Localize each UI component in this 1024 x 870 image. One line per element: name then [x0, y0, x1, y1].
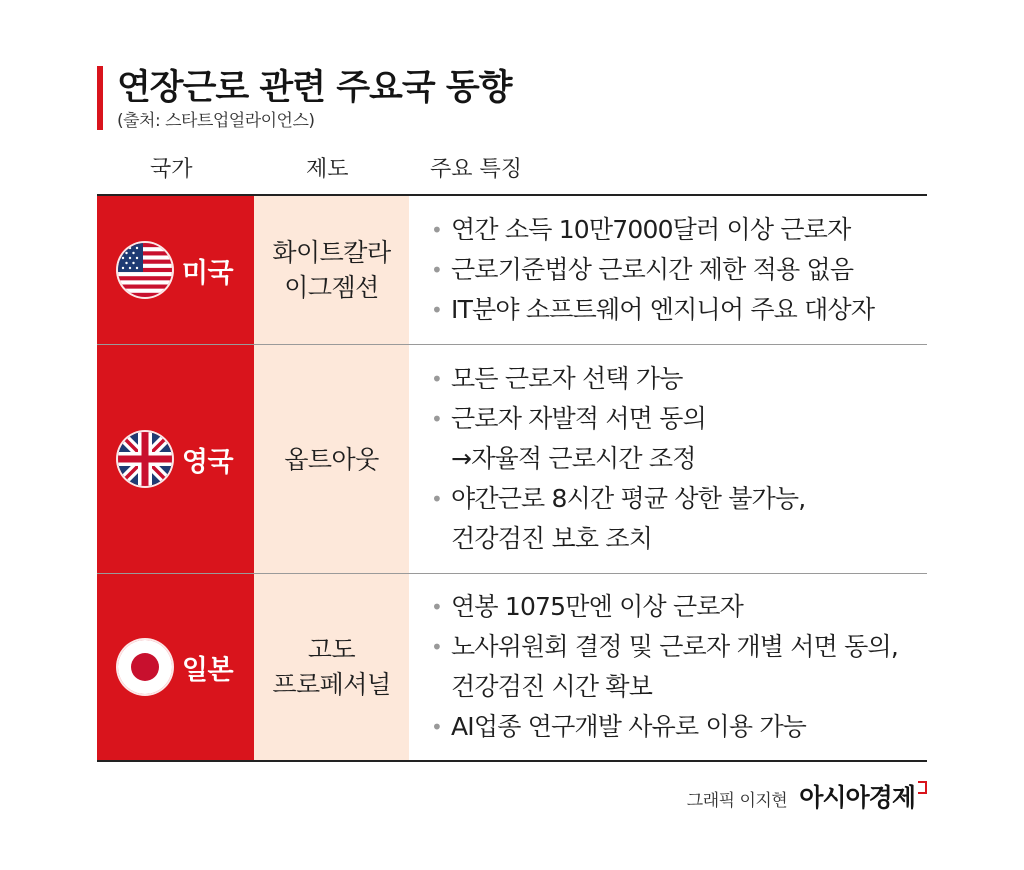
bullet-icon: • — [431, 635, 442, 659]
country-cell — [97, 574, 254, 760]
feature-item: • 근로기준법상 근로시간 제한 적용 없음 — [431, 250, 927, 290]
country-name: 일본 — [181, 654, 234, 686]
feature-item: • 연간 소득 10만7000달러 이상 근로자 — [431, 210, 927, 250]
page-title: 연장근로 관련 주요국 동향 — [117, 68, 512, 108]
bullet-icon: • — [431, 298, 442, 322]
bullet-icon: • — [431, 218, 442, 242]
table-row-usa — [97, 196, 927, 345]
country-cell — [97, 196, 254, 344]
bullet-icon: • — [431, 715, 442, 739]
column-header-country: 국가 — [150, 157, 193, 182]
feature-item: • AI업종 연구개발 사유로 이용 가능 — [431, 707, 927, 747]
us-flag-icon — [118, 243, 172, 297]
system-name-line: 화이트칼라 — [272, 238, 391, 267]
system-cell — [254, 574, 409, 760]
feature-item: • 모든 근로자 선택 가능 — [431, 359, 927, 399]
table-row-uk — [97, 345, 927, 574]
table-row-japan — [97, 574, 927, 762]
japan-flag-icon — [118, 640, 172, 694]
title-accent-bar — [97, 66, 103, 130]
system-name-line: 프로페셔널 — [272, 670, 391, 699]
footer-credit — [687, 778, 927, 814]
uk-flag-icon — [118, 432, 172, 486]
bullet-icon: • — [431, 367, 442, 391]
system-name-line: 이그젬션 — [284, 273, 379, 302]
bullet-icon: • — [431, 258, 442, 282]
feature-item: • 연봉 1075만엔 이상 근로자 — [431, 587, 927, 627]
system-name-line: 고도 — [307, 635, 356, 664]
system-name-line: 옵트아웃 — [284, 444, 379, 474]
features-cell — [409, 196, 927, 344]
feature-item: • 노사위원회 결정 및 근로자 개별 서면 동의, 건강검진 시간 확보 — [431, 627, 927, 707]
brand-logo: 아시아경제 — [799, 783, 915, 812]
features-cell — [409, 345, 927, 573]
feature-item: • 근로자 자발적 서면 동의 →자율적 근로시간 조정 — [431, 399, 927, 479]
bullet-icon: • — [431, 595, 442, 619]
system-cell — [254, 345, 409, 573]
bullet-icon: • — [431, 487, 442, 511]
bullet-icon: • — [431, 407, 442, 431]
comparison-table — [97, 194, 927, 762]
features-cell — [409, 574, 927, 760]
country-name: 미국 — [181, 257, 234, 289]
source-note: (출처: 스타트업얼라이언스) — [117, 111, 315, 131]
feature-item: • IT분야 소프트웨어 엔지니어 주요 대상자 — [431, 290, 927, 330]
column-header-features: 주요 특징 — [430, 157, 523, 182]
feature-item: • 야간근로 8시간 평균 상한 불가능, 건강검진 보호 조치 — [431, 479, 927, 559]
country-cell — [97, 345, 254, 573]
system-cell — [254, 196, 409, 344]
brand-mark-icon — [918, 781, 927, 794]
column-header-system: 제도 — [306, 157, 349, 182]
country-name: 영국 — [181, 446, 234, 478]
graphic-credit: 그래픽 이지현 — [686, 791, 788, 811]
